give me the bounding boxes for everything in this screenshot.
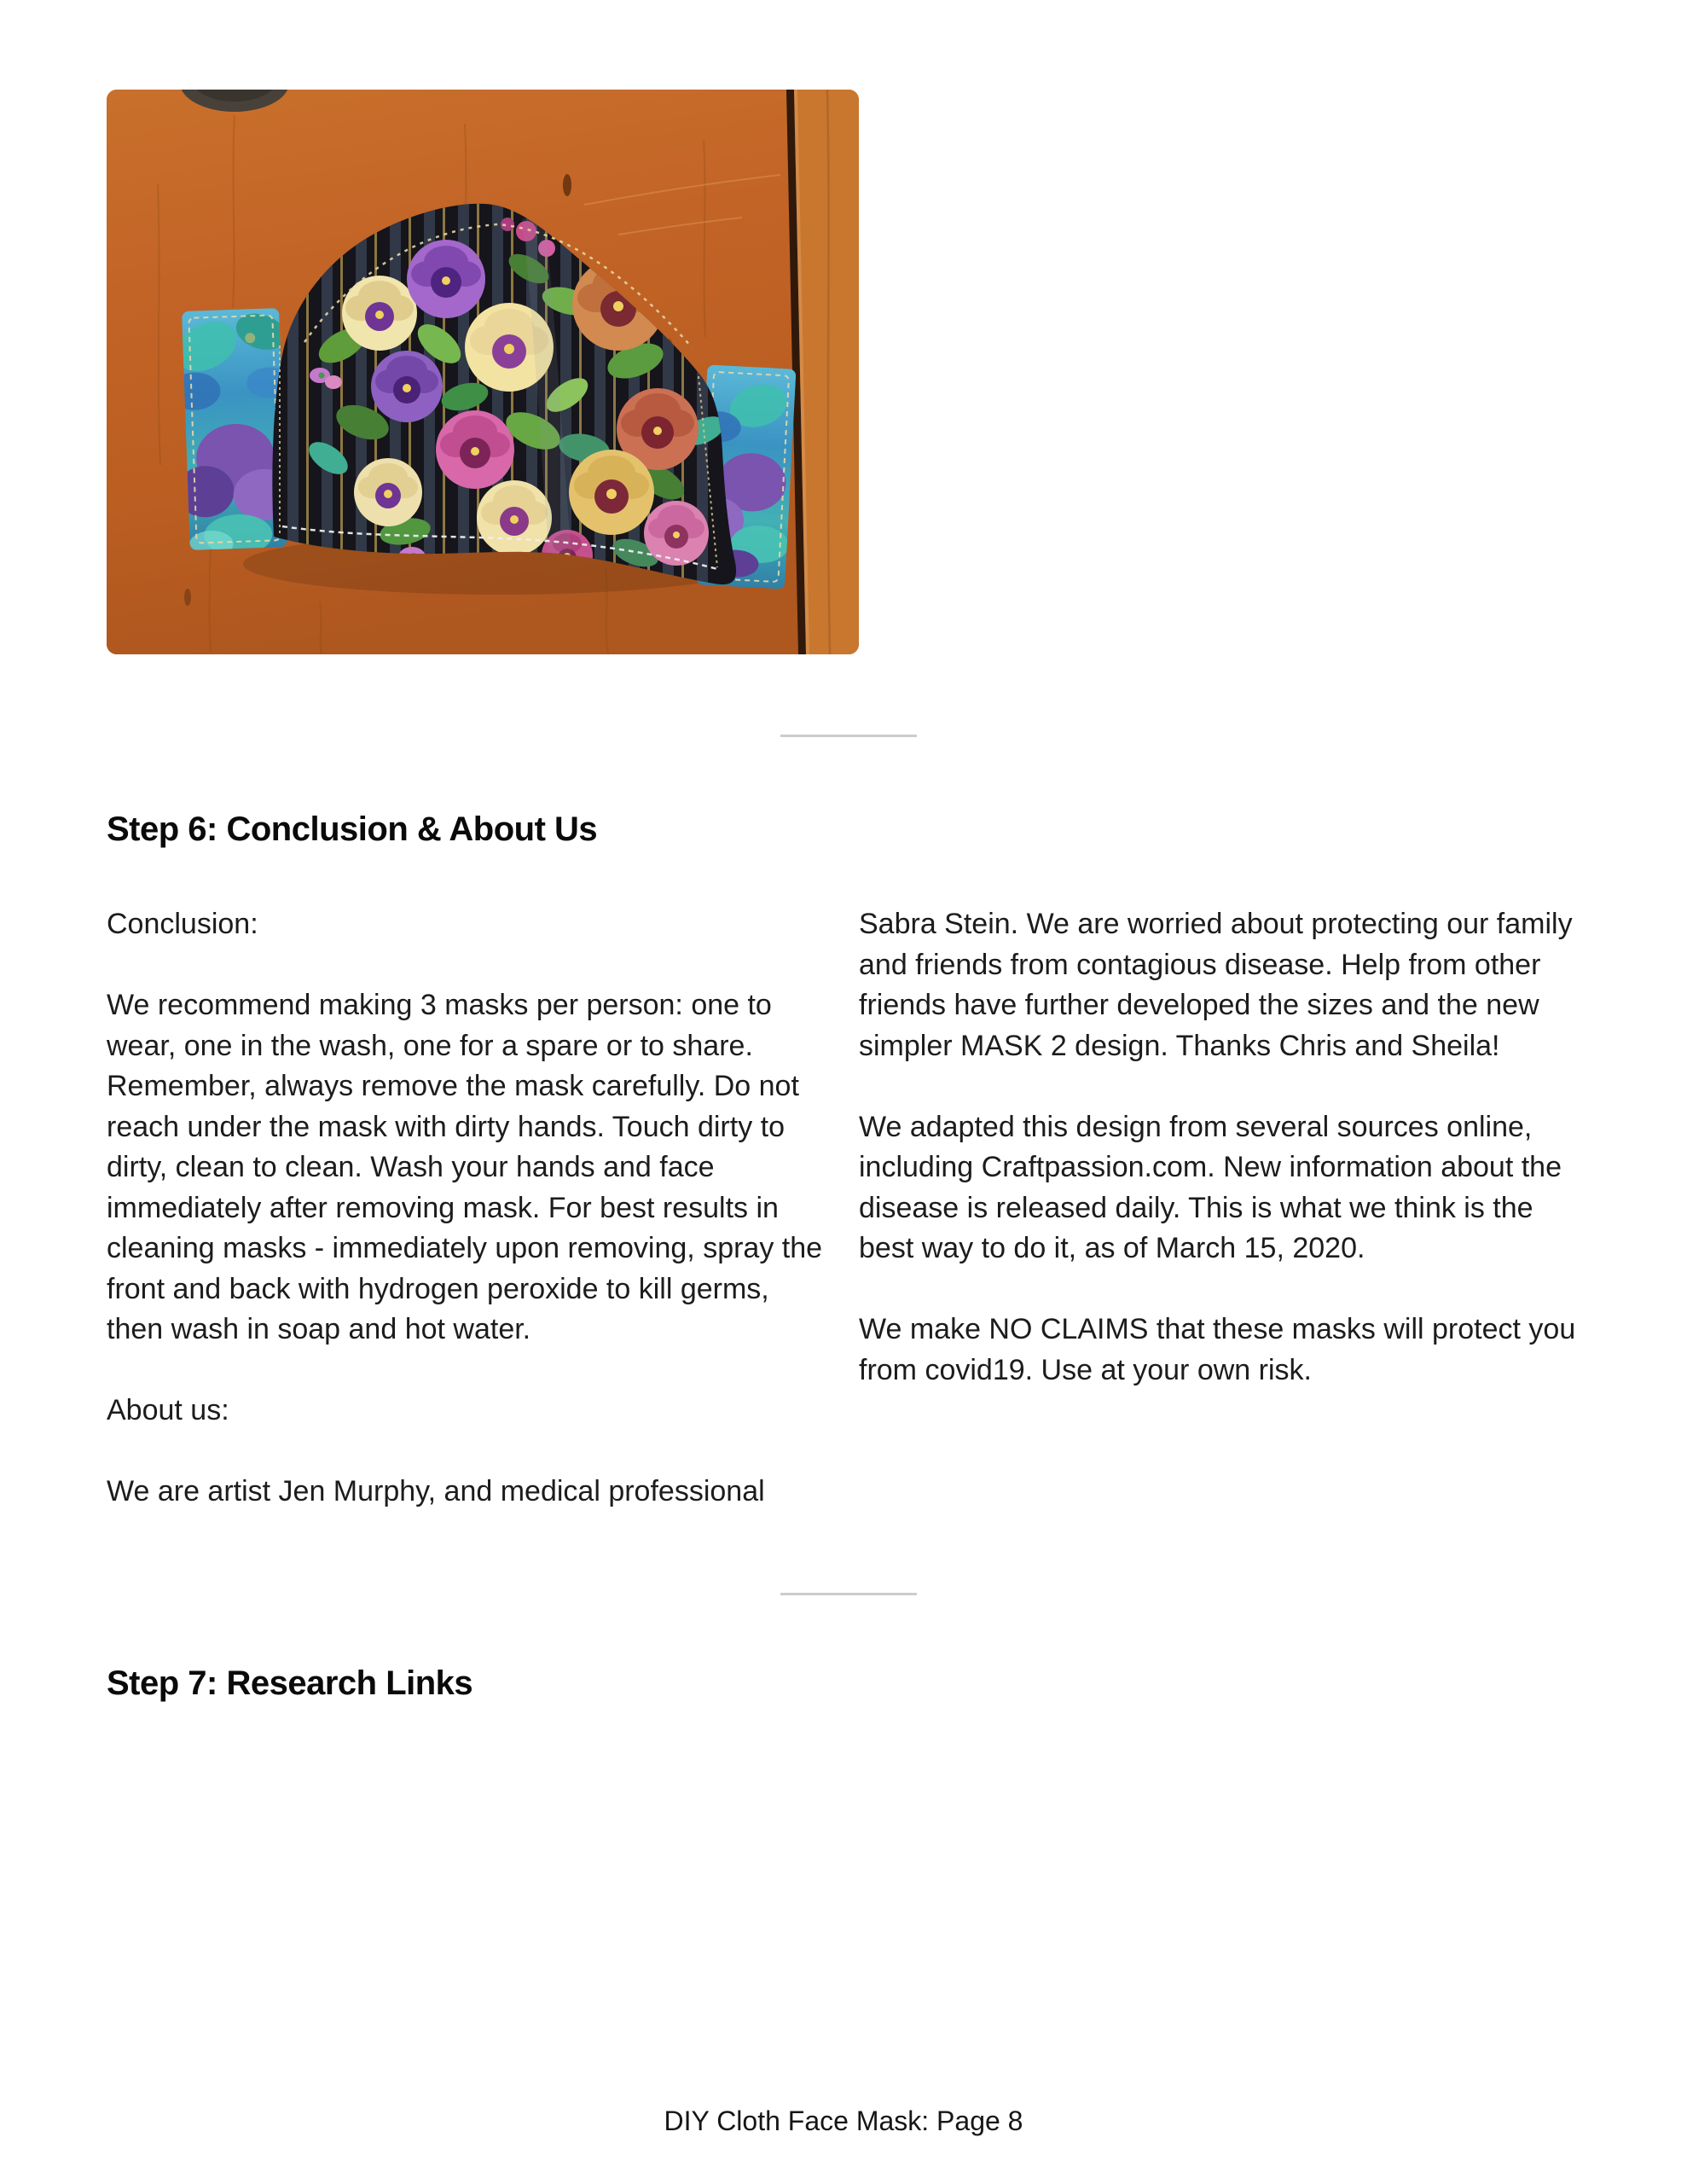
- paragraph: We adapted this design from several sources online, including Craftpassion.com. New information about the disease is released daily. This is what we think is the best way to do it, as of March 15, 2020.: [859, 1110, 1562, 1264]
- page-footer: DIY Cloth Face Mask: Page 8: [664, 2106, 1023, 2136]
- paragraph: We recommend making 3 masks per person: one to wear, one in the wash, one for a spare or to share. Remember, always remove the mask carefully. Do not reach under the mask with dirty hands. Touch dirty to dirty, clean to clean. Wash your hands and face immediately after removing mask. For best results in cleaning masks - immediately upon removing, spray the front and back with hydrogen peroxide to kill germs, then wash in soap and hot water.: [107, 989, 823, 1345]
- paragraph: About us:: [107, 1394, 229, 1426]
- section-divider: [780, 1593, 917, 1595]
- paragraph: Sabra Stein. We are worried about protecting our family and friends from contagious disease. Help from other friends have further developed the sizes and the new simpler MASK 2 design. Thanks Chris and Sheila!: [859, 908, 1573, 1062]
- section-divider: [780, 735, 917, 737]
- mask-photo-illustration: [107, 90, 859, 654]
- step6-right-column: [859, 904, 1580, 1513]
- floorboard-gap: [786, 90, 859, 654]
- step6-left-column: [107, 904, 828, 1513]
- paragraph: We make NO CLAIMS that these masks will protect you from covid19. Use at your own risk.: [859, 1313, 1576, 1386]
- step6-columns: [107, 904, 1580, 1513]
- paragraph: Conclusion:: [107, 908, 258, 940]
- step7-heading: Step 7: Research Links: [107, 1664, 473, 1702]
- mask-photo: [107, 90, 859, 654]
- paragraph: We are artist Jen Murphy, and medical professional: [107, 1475, 765, 1507]
- step6-heading: Step 6: Conclusion & About Us: [107, 810, 598, 848]
- wood-knot: [563, 174, 571, 196]
